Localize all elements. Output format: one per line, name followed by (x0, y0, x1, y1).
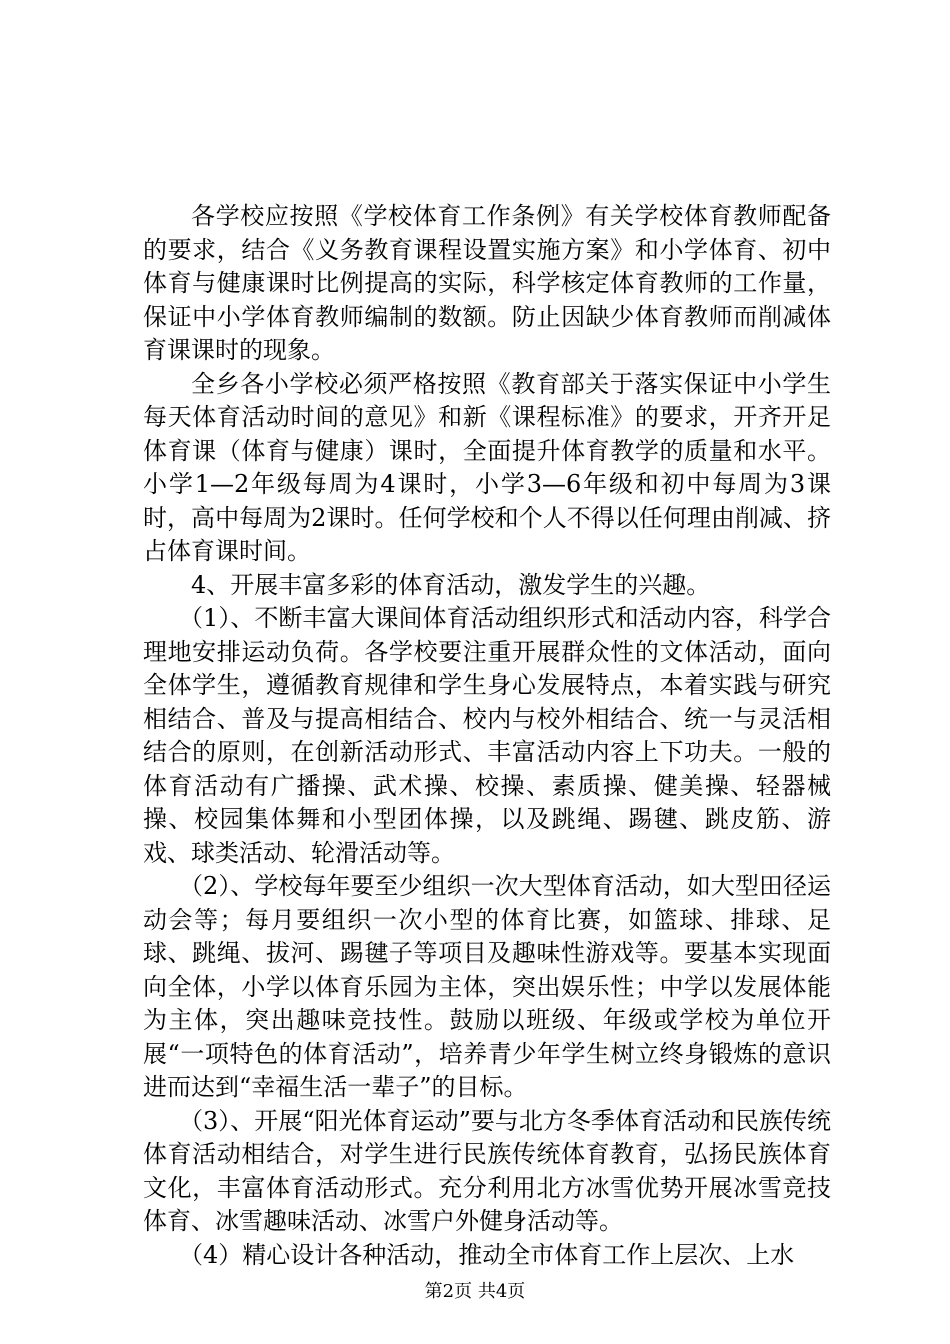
page-number-footer: 第2页 共4页 (424, 1281, 526, 1302)
paragraph-item-4: （4）精心设计各种活动，推动全市体育工作上层次、上水 (179, 1240, 795, 1269)
document-body (143, 200, 831, 1272)
paragraph-item-1: （1）、不断丰富大课间体育活动组织形式和活动内容，科学合理地安排运动负荷。各学校要注重开展群众性的文体活动，面向全体学生，遵循教育规律和学生身心发展特点，本着实践与研究相结合、普及与提高相结合、校内与校外相结合、统一与灵活相结合的原则，在创新活动形式、丰富活动内容上下功夫。一般的体育活动有广播操、武术操、校操、素质操、健美操、轻器械操、校园集体舞和小型团体操，以及跳绳、踢毽、跳皮筋、游戏、球类活动、轮滑活动等。 (143, 604, 831, 867)
section-heading-activities: 4、开展丰富多彩的体育活动，激发学生的兴趣。 (191, 570, 711, 599)
paragraph-item-2: （2）、学校每年要至少组织一次大型体育活动，如大型田径运动会等；每月要组织一次小型的体育比赛，如篮球、排球、足球、跳绳、拔河、踢毽子等项目及趣味性游戏等。要基本实现面向全体，小学以体育乐园为主体，突出娱乐性；中学以发展体能为主体，突出趣味竞技性。鼓励以班级、年级或学校为单位开展“一项特色的体育活动”，培养青少年学生树立终身锻炼的意识进而达到“幸福生活一辈子”的目标。 (143, 872, 831, 1101)
paragraph-item-3: （3）、开展“阳光体育运动”要与北方冬季体育活动和民族传统体育活动相结合，对学生进行民族传统体育教育，弘扬民族体育文化，丰富体育活动形式。充分利用北方冰雪优势开展冰雪竞技体育、冰雪趣味活动、冰雪户外健身活动等。 (143, 1106, 831, 1235)
paragraph-class-hours: 全乡各小学校必须严格按照《教育部关于落实保证中小学生每天体育活动时间的意见》和新《课程标准》的要求，开齐开足体育课（体育与健康）课时，全面提升体育教学的质量和水平。小学1—2年级每周为4课时，小学3—6年级和初中每周为3课时，高中每周为2课时。任何学校和个人不得以任何理由削减、挤占体育课时间。 (143, 369, 831, 565)
paragraph-teacher-staffing: 各学校应按照《学校体育工作条例》有关学校体育教师配备的要求，结合《义务教育课程设置实施方案》和小学体育、初中体育与健康课时比例提高的实际，科学核定体育教师的工作量，保证中小学体育教师编制的数额。防止因缺少体育教师而削减体育课课时的现象。 (143, 202, 831, 364)
